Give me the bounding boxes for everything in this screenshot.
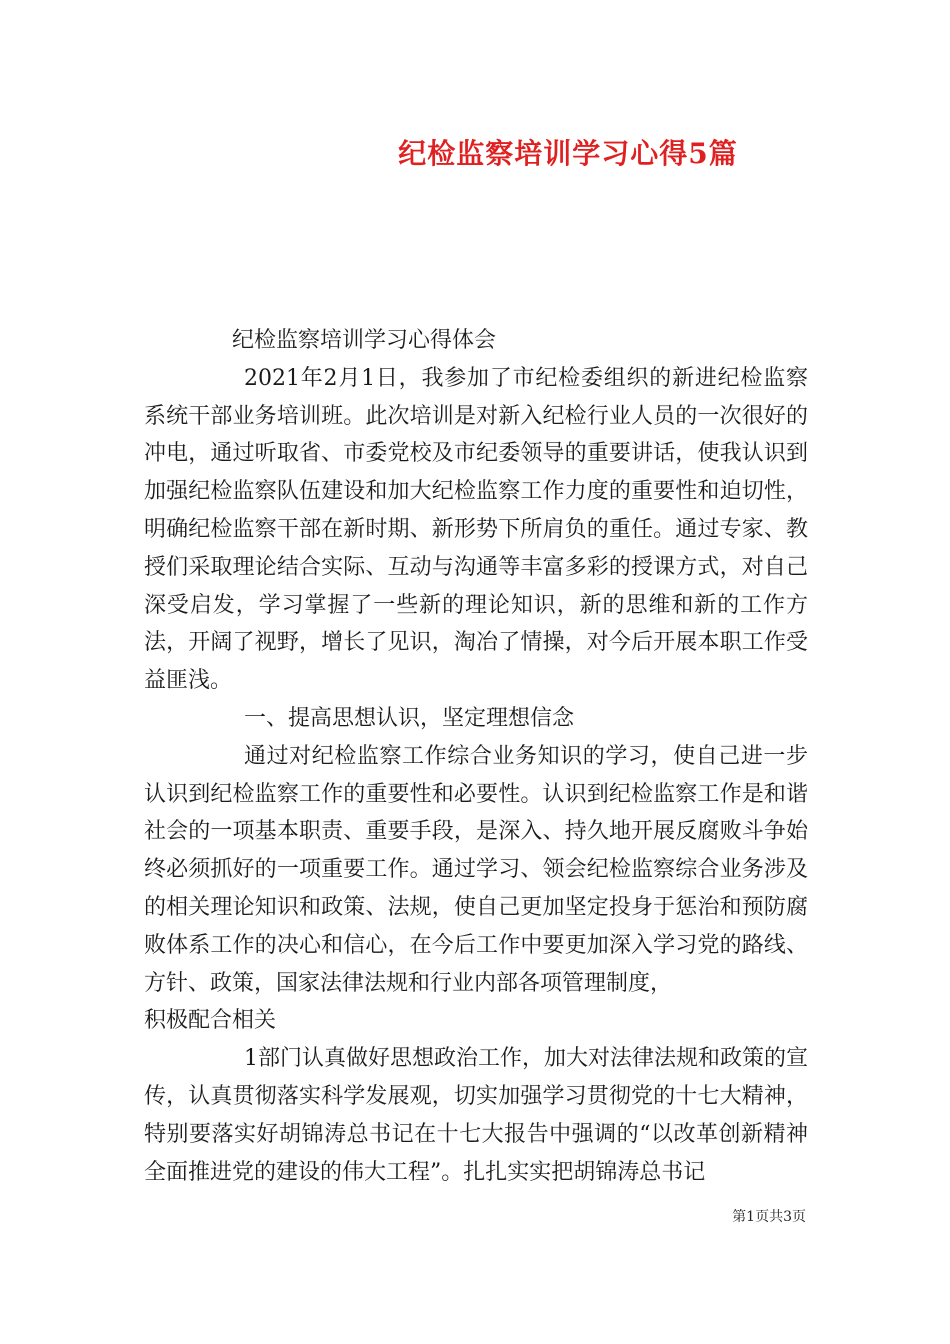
- section-heading-1: 一、提高思想认识，坚定理想信念: [244, 705, 575, 731]
- paragraph-section-1-end: 积极配合相关: [144, 1008, 277, 1034]
- page-number-footer: 第1页共3页: [732, 1209, 806, 1225]
- paragraph-section-1: 通过对纪检监察工作综合业务知识的学习，使自己进一步认识到纪检监察工作的重要性和必要性。认识到纪检监察工作是和谐社会的一项基本职责、重要手段，是深入、持久地开展反腐败斗争始终必须抓好的一项重要工作。通过学习、领会纪检监察综合业务涉及的相关理论知识和政策、法规，使自己更加坚定投身于惩治和预防腐败体系工作的决心和信心，在今后工作中要更加深入学习党的路线、方针、政策，国家法律法规和行业内部各项管理制度，: [144, 743, 808, 996]
- paragraph-intro: 2021年2月1日，我参加了市纪检委组织的新进纪检监察系统干部业务培训班。此次培训是对新入纪检行业人员的一次很好的冲电，通过听取省、市委党校及市纪委领导的重要讲话，使我认识到加强纪检监察队伍建设和加大纪检监察工作力度的重要性和迫切性，明确纪检监察干部在新时期、新形势下所肩负的重任。通过专家、教授们采取理论结合实际、互动与沟通等丰富多彩的授课方式，对自己深受启发，学习掌握了一些新的理论知识，新的思维和新的工作方法，开阔了视野，增长了见识，淘冶了情操，对今后开展本职工作受益匪浅。: [144, 365, 808, 694]
- document-title: 纪检监察培训学习心得5篇: [398, 137, 738, 170]
- paragraph-section-1-continued: 1部门认真做好思想政治工作，加大对法律法规和政策的宣传，认真贯彻落实科学发展观，切实加强学习贯彻党的十七大精神，特别要落实好胡锦涛总书记在十七大报告中强调的“以改革创新精神全面推进党的建设的伟大工程”。扎扎实实把胡锦涛总书记: [144, 1046, 808, 1185]
- document-body: [144, 322, 808, 1191]
- document-subtitle: 纪检监察培训学习心得体会: [232, 328, 497, 353]
